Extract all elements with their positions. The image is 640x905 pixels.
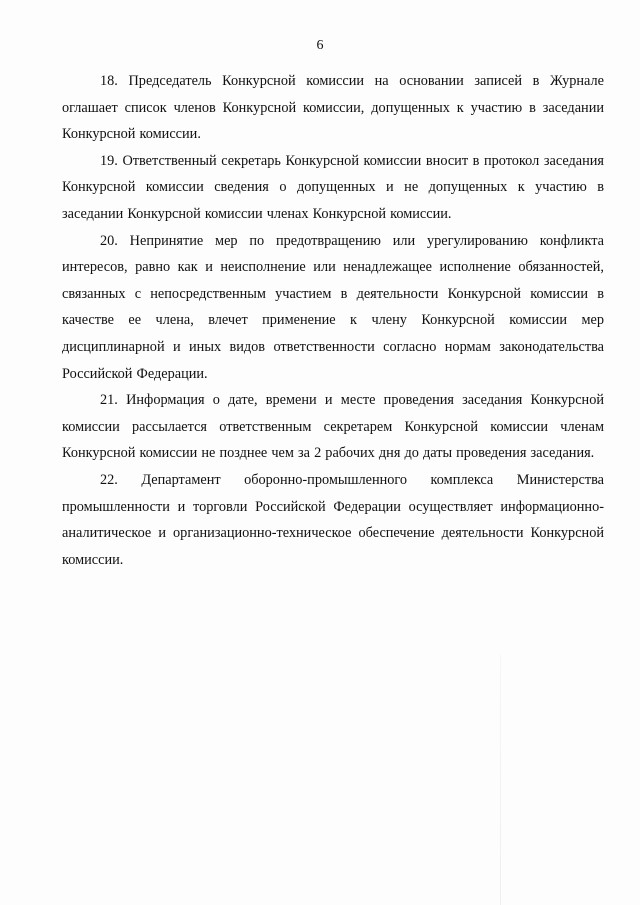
paragraph-20: 20. Непринятие мер по предотвращению или урегулированию конфликта интересов, равно как и неисполнение или ненадлежащее исполнение обязанностей, связанных с непосредственным участием в деятельности Конкурсной комиссии в качестве ее члена, влечет применение к члену Конкурсной комиссии мер дисциплинарной и иных видов ответственности согласно нормам законодательства Российской Федерации. xyxy=(62,232,604,382)
paragraph-18: 18. Председатель Конкурсной комиссии на основании записей в Журнале оглашает список членов Конкурсной комиссии, допущенных к участию в заседании Конкурсной комиссии. xyxy=(62,73,604,143)
paragraph-21: 21. Информация о дате, времени и месте проведения заседания Конкурсной комиссии рассылается ответственным секретарем Конкурсной комиссии членам Конкурсной комиссии не позднее чем за 2 рабочих дня до даты проведения заседания. xyxy=(62,392,604,462)
paragraph-19: 19. Ответственный секретарь Конкурсной комиссии вносит в протокол заседания Конкурсной комиссии сведения о допущенных и не допущенных к участию в заседании Конкурсной комиссии членах Конкурсной комиссии. xyxy=(62,152,604,222)
scan-artifact-line xyxy=(500,655,501,905)
page-number: 6 xyxy=(316,38,324,53)
paragraph-22: 22. Департамент оборонно-промышленного комплекса Министерства промышленности и торговли Российской Федерации осуществляет информационно-аналитическое и организационно-техническое обеспечение деятельности Конкурсной комиссии. xyxy=(62,471,604,568)
document-body xyxy=(62,68,604,573)
